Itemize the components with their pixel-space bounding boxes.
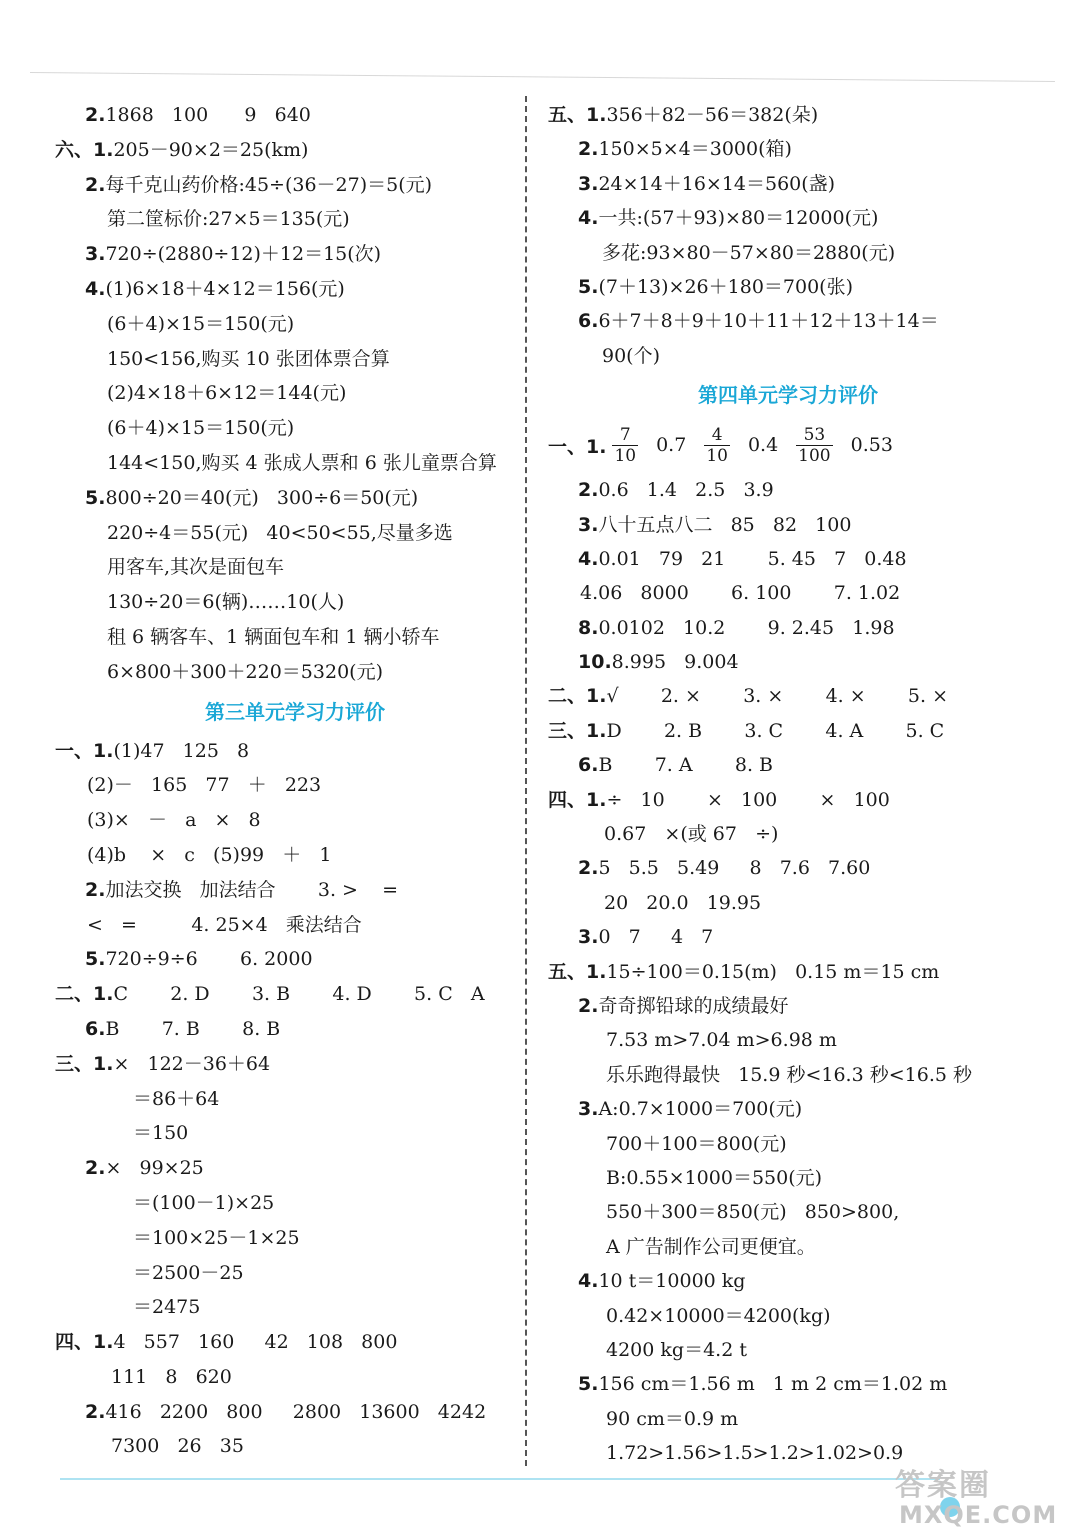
answer-text: (6＋4)×15＝150(元) [107,312,295,335]
question-number: 三、1. [548,719,607,742]
answer-line [548,783,1028,817]
answer-text: 7300 26 35 [111,1435,244,1458]
answer-line [55,873,515,908]
answer-text: ＝86＋64 [133,1087,220,1110]
answer-text: B 7. A 8. B [598,754,773,777]
answer-text: 多花:93×80－57×80＝2880(元) [602,241,896,264]
answer-text: 6＋7＋8＋9＋10＋11＋12＋13＋14＝ [598,310,939,333]
answer-text: 4200 kg＝4.2 t [606,1338,747,1361]
answer-line [548,1092,1028,1126]
answer-line [55,1047,515,1082]
answer-text: 20 20.0 19.95 [604,891,762,914]
answer-text: 八十五点八二 85 82 100 [598,513,852,536]
answer-text: 4.06 8000 6. 100 7. 1.02 [580,582,901,605]
question-number: 四、1. [548,788,607,811]
question-number: 10. [578,651,612,674]
answer-text: ＝2500－25 [133,1261,244,1284]
answer-line [548,201,1028,235]
question-number: 2. [85,1157,106,1180]
question-number: 5. [85,948,106,971]
question-number: 一、1. [55,739,114,762]
fraction-denominator: 10 [706,445,728,466]
answer-text: 144<150,购买 4 张成人票和 6 张儿童票合算 [107,451,497,474]
answer-line [55,803,515,838]
answer-text: 130÷20＝6(辆)……10(人) [107,591,345,614]
answer-line [55,1256,515,1291]
answer-line [55,168,515,203]
watermark-url: MXQE.COM [899,1501,1058,1529]
question-number: 2. [85,173,106,196]
fraction [704,425,730,466]
fraction-numerator: 7 [619,424,631,445]
question-number: 二、1. [55,983,114,1006]
answer-text: 205－90×2＝25(km) [113,138,309,161]
decimal-value: 0.4 [747,434,779,457]
question-number: 3. [578,926,599,949]
answer-text: (1)47 125 8 [113,739,250,762]
question-number: 3. [578,513,599,536]
answer-line [55,1116,515,1151]
answer-line [548,920,1028,954]
answer-text: 0 7 4 7 [598,926,714,949]
answer-line [55,1082,515,1117]
answer-text: 每千克山药价格:45÷(36－27)＝5(元) [105,173,433,196]
answer-line [55,98,515,133]
answer-line [548,98,1028,132]
answer-text: B:0.55×1000＝550(元) [606,1166,823,1189]
answer-line [548,645,1028,679]
answer-text: 0.67 ×(或 67 ÷) [604,823,779,846]
question-number: 三、1. [55,1052,114,1075]
fraction-denominator: 10 [614,445,637,466]
answer-text: (4)b × c (5)99 ＋ 1 [87,843,332,866]
answers-unit2-tail [55,98,515,690]
answer-text: × 99×25 [105,1157,204,1180]
section-title-unit3: 第三单元学习力评价 [205,699,385,724]
answer-line [548,1127,1028,1161]
question-number: 2. [85,878,106,901]
question-number: 3. [85,243,106,266]
section-title-unit4: 第四单元学习力评价 [698,383,878,408]
answer-text: A 广告制作公司更便宜。 [606,1235,816,1258]
answer-text: 加法交换 加法结合 3. > = [105,878,399,901]
answer-line [55,1360,515,1395]
answer-line [548,576,1028,610]
answer-line [55,1012,515,1047]
question-number: 5. [578,275,599,298]
watermark-title: 答案圈 [895,1468,991,1503]
answer-text: 用客车,其次是面包车 [107,556,285,579]
answer-line [55,446,515,481]
answer-line [548,1058,1028,1092]
answer-line [55,838,515,873]
answer-text: (2)－ 165 77 ＋ 223 [87,774,322,797]
answer-text: (6＋4)×15＝150(元) [107,417,295,440]
question-number: 二、1. [548,685,607,708]
answer-line [55,1221,515,1256]
answer-line [548,1195,1028,1229]
answer-text: ＝100×25－1×25 [133,1226,300,1249]
answer-line [548,1161,1028,1195]
answer-line [55,1325,515,1360]
answer-text: 1868 100 9 640 [105,104,311,126]
answer-text: ＝2475 [133,1296,201,1319]
answer-text: 4 557 160 42 108 800 [113,1331,398,1354]
answer-text: 6×800＋300＋220＝5320(元) [107,660,383,683]
question-number: 五、1. [548,960,607,983]
answer-text: 156 cm＝1.56 m 1 m 2 cm＝1.02 m [598,1373,948,1396]
fraction [796,425,832,466]
answer-text: (1)6×18＋4×12＝156(元) [105,277,345,300]
answer-text: 90(个) [602,344,661,367]
answer-text: 租 6 辆客车、1 辆面包车和 1 辆小轿车 [107,625,440,648]
question-number: 4. [578,207,599,230]
answer-line [548,886,1028,920]
answer-line [548,1264,1028,1298]
answer-text: 0.42×10000＝4200(kg) [606,1304,831,1327]
answer-line [548,1299,1028,1333]
answer-line [55,133,515,168]
answer-text: 15÷100＝0.15(m) 0.15 m＝15 cm [606,960,940,983]
question-number: 4. [85,277,106,300]
answers-unit3 [55,734,515,1465]
question-number: 五、1. [548,104,607,126]
answer-text: 5 5.5 5.49 8 7.6 7.60 [598,857,871,880]
answer-text: ＝150 [133,1122,189,1145]
question-number: 6. [85,1017,106,1040]
answer-text: 700＋100＝800(元) [606,1132,787,1155]
answer-text: 第二筐标价:27×5＝135(元) [107,208,350,231]
question-number: 六、1. [55,138,114,161]
answer-line [55,1429,515,1464]
watermark-logo [895,1470,1065,1532]
answer-line [548,611,1028,645]
answer-line [55,550,515,585]
answer-text: 150<156,购买 10 张团体票合算 [107,347,390,370]
answer-line [548,132,1028,166]
answer-line [548,1367,1028,1401]
answer-text: 0.6 1.4 2.5 3.9 [598,479,774,502]
answer-line [55,977,515,1012]
answer-line [55,1151,515,1186]
question-number: 2. [85,104,106,126]
answer-line [55,516,515,551]
answer-text: (7＋13)×26＋180＝700(张) [598,275,853,298]
answer-line [55,734,515,769]
answer-line [548,167,1028,201]
answer-line [548,1402,1028,1436]
answer-line [548,1333,1028,1367]
answer-line [548,270,1028,304]
answer-line [548,955,1028,989]
answer-line [548,339,1028,373]
answer-line [548,679,1028,713]
answer-line [548,1230,1028,1264]
answer-line [55,585,515,620]
answers-unit3-tail [548,98,1028,373]
question-number: 8. [578,616,599,639]
answer-line [55,481,515,516]
answer-text: ＝(100－1)×25 [133,1191,275,1214]
right-column [548,98,1028,1470]
answer-line [55,307,515,342]
question-number: 2. [578,138,599,161]
question-number: 2. [578,479,599,502]
answer-text: 800÷20＝40(元) 300÷6＝50(元) [105,486,419,509]
answer-text: 0.01 79 21 5. 45 7 0.48 [598,547,907,570]
fraction [612,425,638,466]
answer-text: 90 cm＝0.9 m [606,1407,739,1430]
answer-line [548,542,1028,576]
answer-text: 220÷4＝55(元) 40<50<55,尽量多选 [107,521,453,544]
answer-line [548,748,1028,782]
answer-text: (3)× － a × 8 [87,809,261,832]
answer-line [548,817,1028,851]
answer-text: 0.0102 10.2 9. 2.45 1.98 [598,616,895,639]
answer-line [548,304,1028,338]
answer-line [55,620,515,655]
fraction-numerator: 4 [711,424,723,445]
answer-line [548,1023,1028,1057]
top-rule [30,72,1055,82]
answer-text: 416 2200 800 2800 13600 4242 [105,1400,487,1423]
fraction-answer-row [548,417,1028,473]
answer-text: 奇奇掷铅球的成绩最好 [598,994,789,1017]
answer-text: < = 4. 25×4 乘法结合 [87,913,362,936]
fraction-numerator: 53 [803,424,826,445]
answer-text: 111 8 620 [111,1365,232,1388]
answer-line [55,1395,515,1430]
answer-text: 乐乐跑得最快 15.9 秒<16.3 秒<16.5 秒 [606,1063,972,1086]
question-number: 4. [578,547,599,570]
answer-text: 1.72>1.56>1.5>1.2>1.02>0.9 [606,1442,904,1465]
question-number: 6. [578,310,599,333]
question-number: 四、1. [55,1331,114,1354]
answer-line [55,942,515,977]
answer-line [55,1186,515,1221]
question-number: 5. [578,1373,599,1396]
question-number: 2. [578,994,599,1017]
answer-text: 150×5×4＝3000(箱) [598,138,792,161]
answer-text: 一共:(57＋93)×80＝12000(元) [598,207,879,230]
bottom-rule [60,1478,940,1480]
decimal-value: 0.53 [850,434,893,457]
answer-line [548,714,1028,748]
answer-line [55,655,515,690]
answer-text: 356＋82－56＝382(朵) [606,104,819,126]
answer-text: C 2. D 3. B 4. D 5. C A [113,983,485,1006]
answer-text: D 2. B 3. C 4. A 5. C [606,719,945,742]
question-number: 6. [578,754,599,777]
answer-line [55,342,515,377]
answer-line [548,851,1028,885]
answer-text: 7.53 m>7.04 m>6.98 m [606,1029,837,1052]
answer-text: √ 2. × 3. × 4. × 5. × [606,685,949,708]
answer-text: 24×14＋16×14＝560(盏) [598,172,836,195]
answer-line [55,908,515,943]
answer-text: ÷ 10 × 100 × 100 [606,788,890,811]
answer-line [548,473,1028,507]
answer-line [55,237,515,272]
answer-line [55,768,515,803]
answer-line [548,989,1028,1023]
answer-text: A:0.7×1000＝700(元) [598,1098,803,1121]
question-number: 2. [578,857,599,880]
answer-line [55,272,515,307]
answer-line [548,1436,1028,1470]
answer-line [548,508,1028,542]
answer-line [55,411,515,446]
answer-text: × 122－36＋64 [113,1052,271,1075]
answer-text: B 7. B 8. B [105,1017,281,1040]
question-number: 3. [578,172,599,195]
answer-text: 550＋300＝850(元) 850>800, [606,1201,900,1224]
answer-line [55,202,515,237]
decimal-value: 0.7 [656,434,687,457]
question-number: 5. [85,486,106,509]
answer-text: 720÷(2880÷12)＋12＝15(次) [105,243,382,266]
question-number: 2. [85,1400,106,1423]
answer-line [548,236,1028,270]
answer-text: 720÷9÷6 6. 2000 [105,948,313,971]
answer-text: 8.995 9.004 [611,651,739,674]
fraction-denominator: 100 [798,445,831,466]
left-column [55,98,515,1464]
answer-text: (2)4×18＋6×12＝144(元) [107,382,347,405]
answer-line [55,1290,515,1325]
question-number: 一、1. [548,435,607,458]
answers-unit4 [548,473,1028,1470]
question-number: 3. [578,1098,599,1121]
question-number: 4. [578,1270,599,1293]
answer-line [55,376,515,411]
answer-text: 10 t＝10000 kg [598,1270,746,1293]
column-divider [525,96,527,1466]
